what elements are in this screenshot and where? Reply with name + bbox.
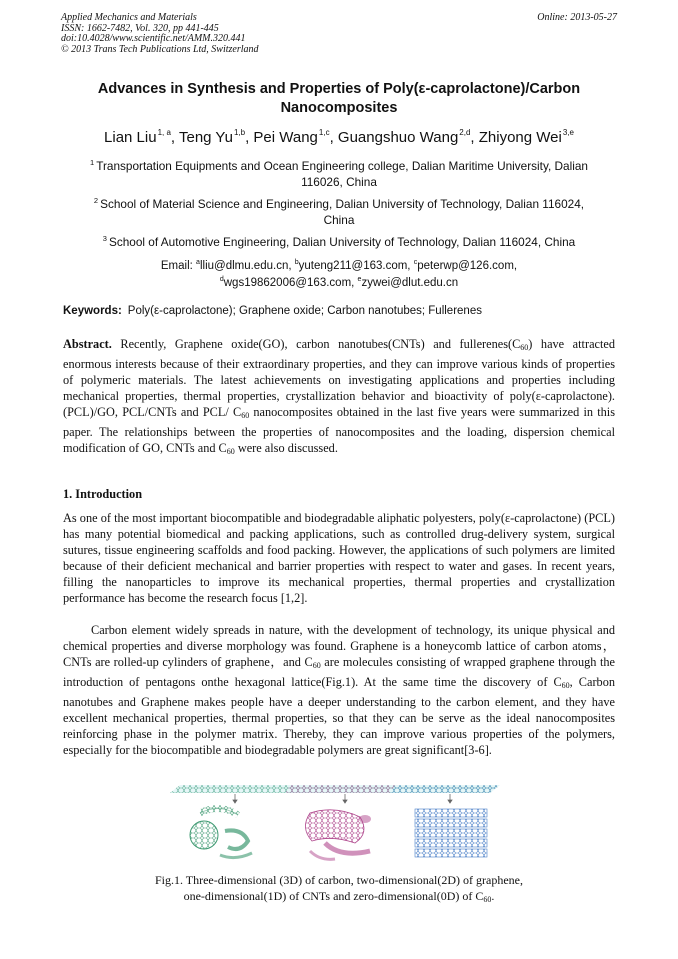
email-address[interactable]: wgs19862006@163.com, [223,277,355,289]
caption-text: one-dimensional(1D) of CNTs and zero-dimensional(0D) of C [183,889,484,903]
keywords-label: Keywords: [63,305,122,317]
author-affil-marker: 3,e [562,128,574,137]
affiliation-text: 116026, China [301,175,377,189]
journal-header [61,13,617,55]
affiliation-number: 1 [90,158,95,167]
affiliation-text: Transportation Equipments and Ocean Engineering college, Dalian Maritime University, Dalian [96,159,588,173]
email-marker: c [413,259,418,266]
author-name: Lian Liu [104,129,157,146]
email-address[interactable]: yuteng211@163.com, [298,260,411,272]
abstract [63,336,615,460]
email-address[interactable]: zywei@dlut.edu.cn [361,277,459,289]
email-marker: b [294,259,299,266]
email-address[interactable]: lliu@dlmu.edu.cn, [199,260,292,272]
affiliation-3 [62,231,616,250]
author-name: Pei Wang [253,129,318,146]
journal-copyright: © 2013 Trans Tech Publications Ltd, Switzerland [61,43,259,55]
subscript: 60 [520,343,529,352]
caption-line-2 [90,888,588,908]
affiliation-number: 3 [102,234,107,243]
journal-doi: doi:10.4028/www.scientific.net/AMM.320.441 [61,33,246,44]
subscript: 60 [561,681,570,690]
author-list: Lian Liu$^{1, a}$, Teng Yu$^{1,b}$, Pei Wang$^{1,c}$, Guangshuo Wang$^{2,d}$, Zhiyong Wei$^{3,e}$ [104,128,574,146]
affiliation-text: School of Material Science and Engineering, Dalian University of Technology, Dalian 116024, [100,197,585,211]
journal-name: Applied Mechanics and Materials [61,12,197,23]
abstract-text: were also discussed. [234,441,338,455]
graphene-sheet [170,785,500,793]
author-affil-marker: 1,c [318,128,330,137]
abstract-text: Recently, Graphene oxide(GO), carbon nanotubes(CNTs) and fullerenes(C [120,337,521,351]
subscript: 60 [241,411,250,420]
email-label: Email: [160,260,193,272]
title-line-2: Nanocomposites [280,100,398,116]
email-marker: e [357,276,362,283]
intro-paragraph-2 [63,622,615,758]
intro-paragraph-1: As one of the most important biocompatible and biodegradable aliphatic polyesters, poly(ε-caprolactone) (PCL) has many potential biomedical and packing applications, such as controlled drug-delivery system, surgical sutures, tissue engineering scaffolds and food packing. However, the applications of such polymers are limited because of their deficient mechanical and barrier properties with respect to water and gases. In recent years, filling the nanoparticles to improve its mechanical properties, thermal properties and crystallization performance has become the research focus [1,2]. [63,511,615,605]
nanotube-shapes [305,810,371,860]
subscript: 60 [483,895,492,904]
affiliation-text: China [323,213,355,227]
arrow-icon [233,794,452,803]
subscript: 60 [226,447,235,456]
fullerene-shapes [190,808,252,857]
affiliation-2 [62,193,616,228]
keywords-text: Poly(ε-caprolactone); Graphene oxide; Carbon nanotubes; Fullerenes [127,305,482,317]
email-marker: a [196,259,200,266]
author-name: Zhiyong Wei [478,129,562,146]
paragraph-text: are molecules consisting of wrapped graphene through the introduction of pentagons onthe hexagonal lattice(Fig.1). At the same time the discovery of C [63,655,615,689]
affiliation-text: School of Automotive Engineering, Dalian University of Technology, Dalian 116024, China [108,235,576,249]
author-name: Guangshuo Wang [337,129,459,146]
graphite-stack [415,809,487,857]
abstract-text: ) have attracted enormous interests because of their extraordinary properties, and they can improve various kinds of properties of polymeric materials. The latest achievements on investigating applications and properties including mechanical properties, thermal properties, crystallization behavior and bioactivity of poly(ε-caprolactone). (PCL)/GO, PCL/CNTs and PCL/ C [63,337,616,419]
email-address[interactable]: peterwp@126.com, [417,260,518,272]
caption-line-1: Fig.1. Three-dimensional (3D) of carbon, two-dimensional(2D) of graphene, [154,873,523,887]
paragraph-text: Carbon element widely spreads in nature, with the development of technology, its unique physical and chemical properties and diverse morphology was found. Graphene is a honeycomb lattice of carbon atoms，CNTs are rolled-up cylinders of graphene，and C [63,623,615,669]
author-name: Teng Yu [179,129,233,146]
caption-text: . [491,889,495,903]
figure-caption [90,872,588,908]
author-affil-marker: 1, a [157,128,171,137]
journal-issn: ISSN: 1662-7482, Vol. 320, pp 441-445 [61,22,219,34]
paper-title [60,80,618,118]
abstract-label: Abstract. [63,337,112,351]
title-line-1: Advances in Synthesis and Properties of Poly(ε-caprolactone)/Carbon [97,81,581,97]
abstract-text: nanocomposites obtained in the last five years were summarized in this paper. The relationships between the properties of nanocomposites and the loading, dispersion chemical modification of GO, CNTs and C [63,405,615,455]
affiliation-1 [62,155,616,190]
author-affil-marker: 1,b [233,128,246,137]
online-date: Online: 2013-05-27 [537,12,617,23]
author-affil-marker: 2,d [459,128,471,137]
section-heading: 1. Introduction [63,487,143,501]
paragraph-text: , Carbon nanotubes and Graphene makes people have a deeper understanding to the carbon element, and they have excellent mechanical properties, thermal properties, so that they can be serve as the ideal nanocomposites reinforcing phase in the polymer matrix. Thereby, they can improve various properties of the polymers, especially for the biocompatible and biodegradable polymers are great significant[3-6]. [63,675,615,757]
subscript: 60 [312,661,321,670]
email-marker: d [219,276,224,283]
affiliation-number: 2 [93,196,99,205]
keywords [63,305,615,317]
author-emails [62,256,616,290]
figure-1-carbon-allotropes [160,773,520,865]
